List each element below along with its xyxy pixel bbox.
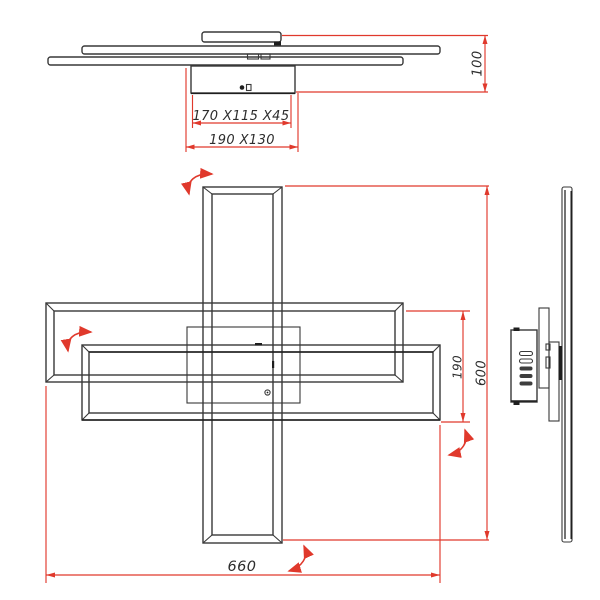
dimension-labels bbox=[192, 50, 489, 575]
canopy-knob bbox=[240, 85, 245, 90]
upper-light-frame bbox=[46, 303, 403, 382]
plate-screw-mark bbox=[255, 343, 262, 346]
dim-overall-width-label: 660 bbox=[227, 559, 257, 575]
mounting-plate-profile bbox=[539, 308, 549, 388]
vent-slot bbox=[520, 359, 533, 363]
frame-bevel-lines bbox=[203, 187, 282, 543]
plate-screw-center bbox=[267, 392, 269, 394]
carrier-plate-profile bbox=[549, 342, 559, 421]
bar-connector bbox=[559, 346, 562, 380]
rotation-arrow-icon bbox=[449, 430, 466, 455]
frame-outer-edge bbox=[46, 303, 403, 382]
frame-outer-edge bbox=[203, 187, 282, 543]
top-view-upper-frame-profile bbox=[48, 57, 403, 65]
frame-inner-edge bbox=[54, 311, 395, 375]
front-view-mounting-plate bbox=[187, 327, 300, 403]
driver-box-screw bbox=[514, 328, 520, 332]
dim-canopy-label: 190 X130 bbox=[209, 133, 275, 148]
canopy-knob-clip bbox=[247, 85, 252, 91]
dim-height-label: 100 bbox=[470, 50, 486, 77]
plate-screw-mark bbox=[272, 361, 274, 368]
front-view bbox=[46, 187, 440, 543]
frame-inner-edge bbox=[212, 194, 273, 535]
top-view bbox=[48, 32, 440, 93]
top-view-vertical-frame-profile bbox=[202, 32, 281, 42]
vent-slot bbox=[520, 382, 533, 386]
driver-box-screw bbox=[514, 401, 520, 406]
driver-box-body bbox=[511, 330, 537, 402]
side-view bbox=[511, 187, 572, 542]
dim-offset-label: 190 bbox=[450, 354, 465, 380]
vertical-light-frame bbox=[203, 187, 282, 543]
vent-slot bbox=[520, 367, 533, 371]
dim-frame-height-label: 600 bbox=[474, 359, 490, 387]
dim-overall-width bbox=[46, 386, 440, 583]
driver-box bbox=[511, 328, 537, 406]
rotation-arrow-icon bbox=[68, 332, 91, 351]
top-view-lower-frame-profile bbox=[82, 46, 440, 54]
rotation-arrow-icon bbox=[289, 546, 306, 571]
vent-slots bbox=[520, 352, 533, 386]
dim-fixture-height bbox=[282, 36, 488, 93]
vent-slot bbox=[520, 374, 533, 378]
frame-bevel-lines bbox=[46, 303, 403, 382]
vent-slot bbox=[520, 352, 533, 356]
dim-driver-box-label: 170 X115 X45 bbox=[192, 109, 290, 124]
